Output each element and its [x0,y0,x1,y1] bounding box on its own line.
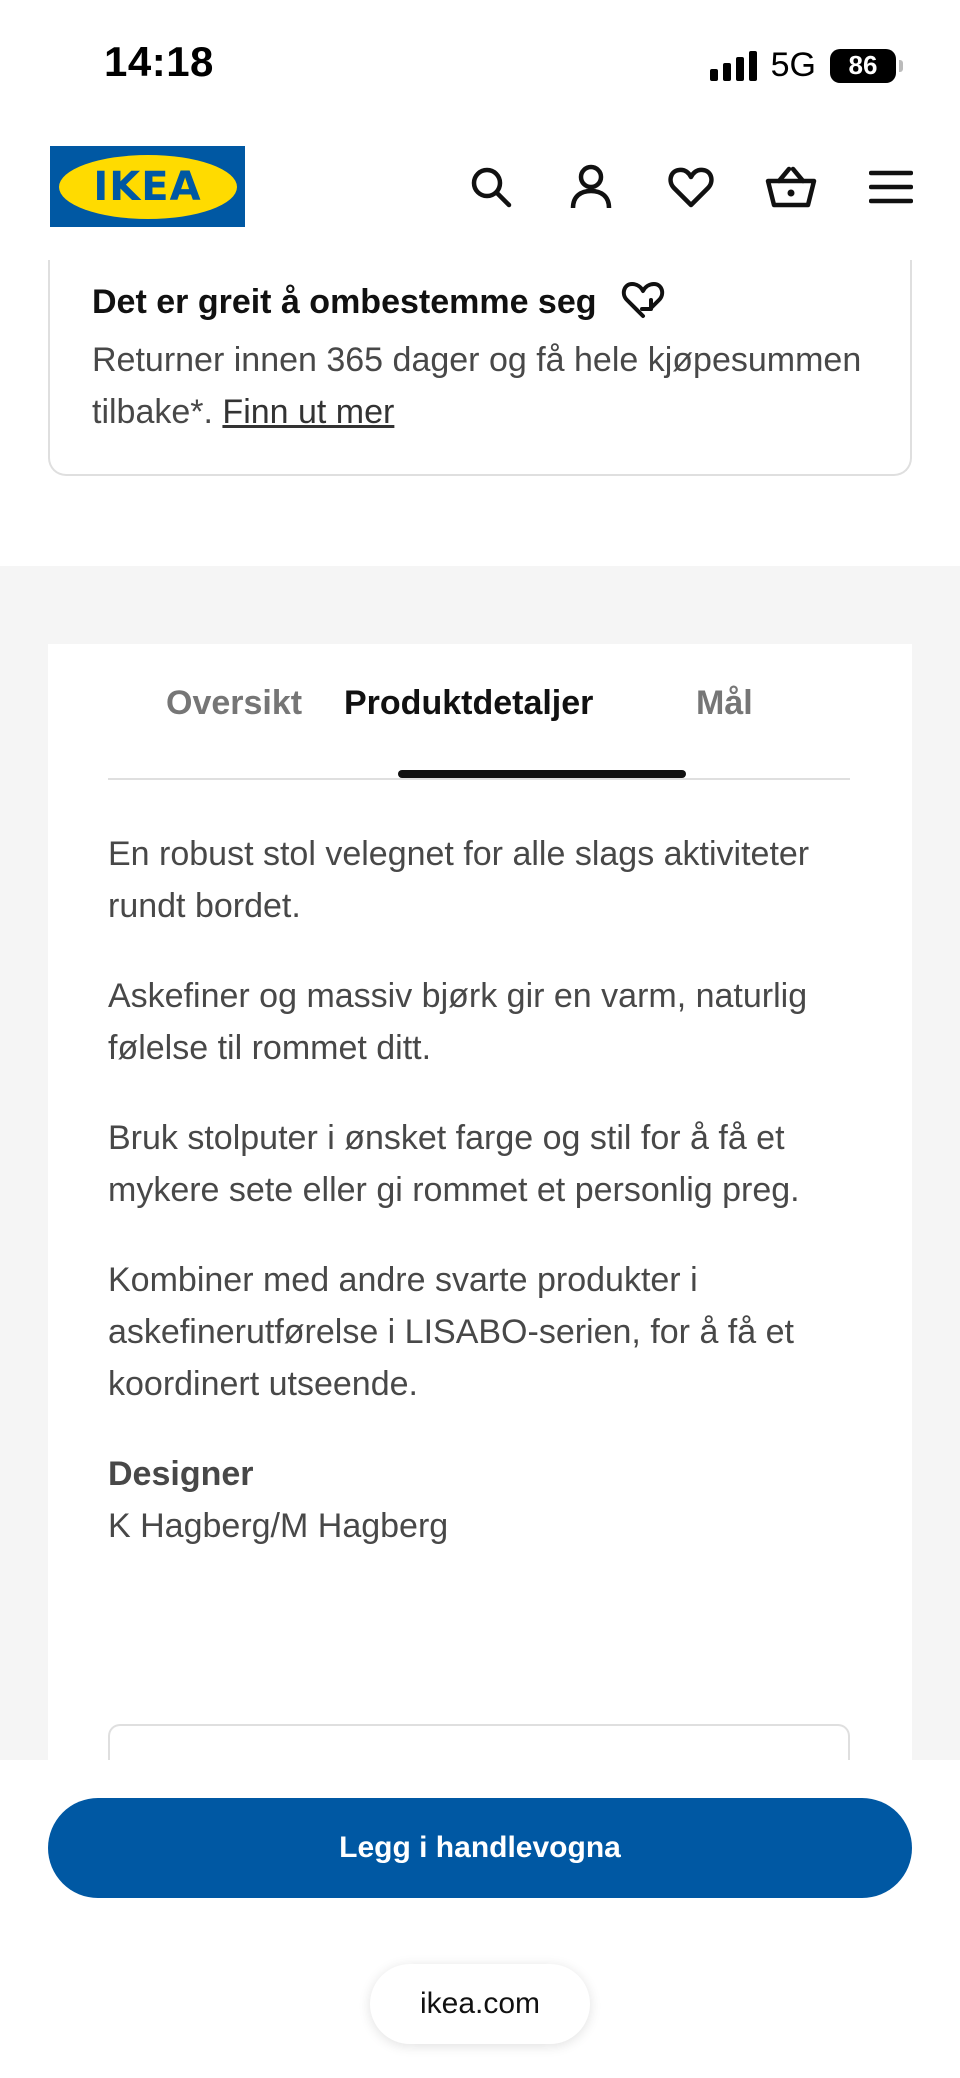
browser-url-bar[interactable] [370,1964,590,2044]
search-icon[interactable] [462,158,520,216]
cart-icon[interactable] [762,158,820,216]
return-title-row [92,280,665,325]
status-bar [0,0,960,120]
designer-label: Designer [108,1455,254,1493]
return-policy-card [48,260,912,476]
network-type: 5G [770,46,816,84]
ikea-logo[interactable] [50,146,245,227]
product-info-section [0,566,960,1760]
product-description [108,828,868,1552]
description-paragraph: En robust stol velegnet for alle slags aktiviteter rundt bordet. [108,835,810,925]
status-indicators [710,46,896,85]
battery-icon [830,49,896,83]
signal-icon [710,51,757,81]
designer-name: K Hagberg/M Hagberg [108,1507,449,1545]
product-tabs [108,674,850,780]
tab-dimensions[interactable]: Mål [696,684,753,722]
bottom-bar [0,1760,960,2078]
product-details-card [48,644,912,1760]
tab-product-details[interactable]: Produktdetaljer [344,684,594,722]
status-time: 14:18 [104,38,214,85]
return-title: Det er greit å ombestemme seg [92,283,597,321]
logo-text: IKEA [93,163,202,210]
description-paragraph: Bruk stolputer i ønsket farge og stil for å få et mykere sete eller gi rommet et personlig preg. [108,1119,800,1209]
learn-more-link[interactable]: Finn ut mer [222,393,395,431]
menu-icon[interactable] [862,158,920,216]
description-paragraph: Askefiner og massiv bjørk gir en varm, naturlig følelse til rommet ditt. [108,977,808,1067]
site-header [0,140,960,240]
tab-overview[interactable]: Oversikt [166,684,303,722]
battery-level: 86 [848,50,878,80]
user-icon[interactable] [562,158,620,216]
return-description [92,334,872,438]
url-text: ikea.com [419,1987,541,2020]
description-paragraph: Kombiner med andre svarte produkter i askefinerutførelse i LISABO-serien, for å få et koordinert utseende. [108,1261,794,1403]
return-heart-icon [621,280,665,325]
return-text: Returner innen 365 dager og få hele kjøpesummen tilbake*. [92,341,862,431]
add-to-cart-button[interactable]: Legg i handlevogna [48,1798,912,1898]
active-tab-indicator [398,770,686,778]
header-actions [462,158,920,216]
heart-icon[interactable] [662,158,720,216]
